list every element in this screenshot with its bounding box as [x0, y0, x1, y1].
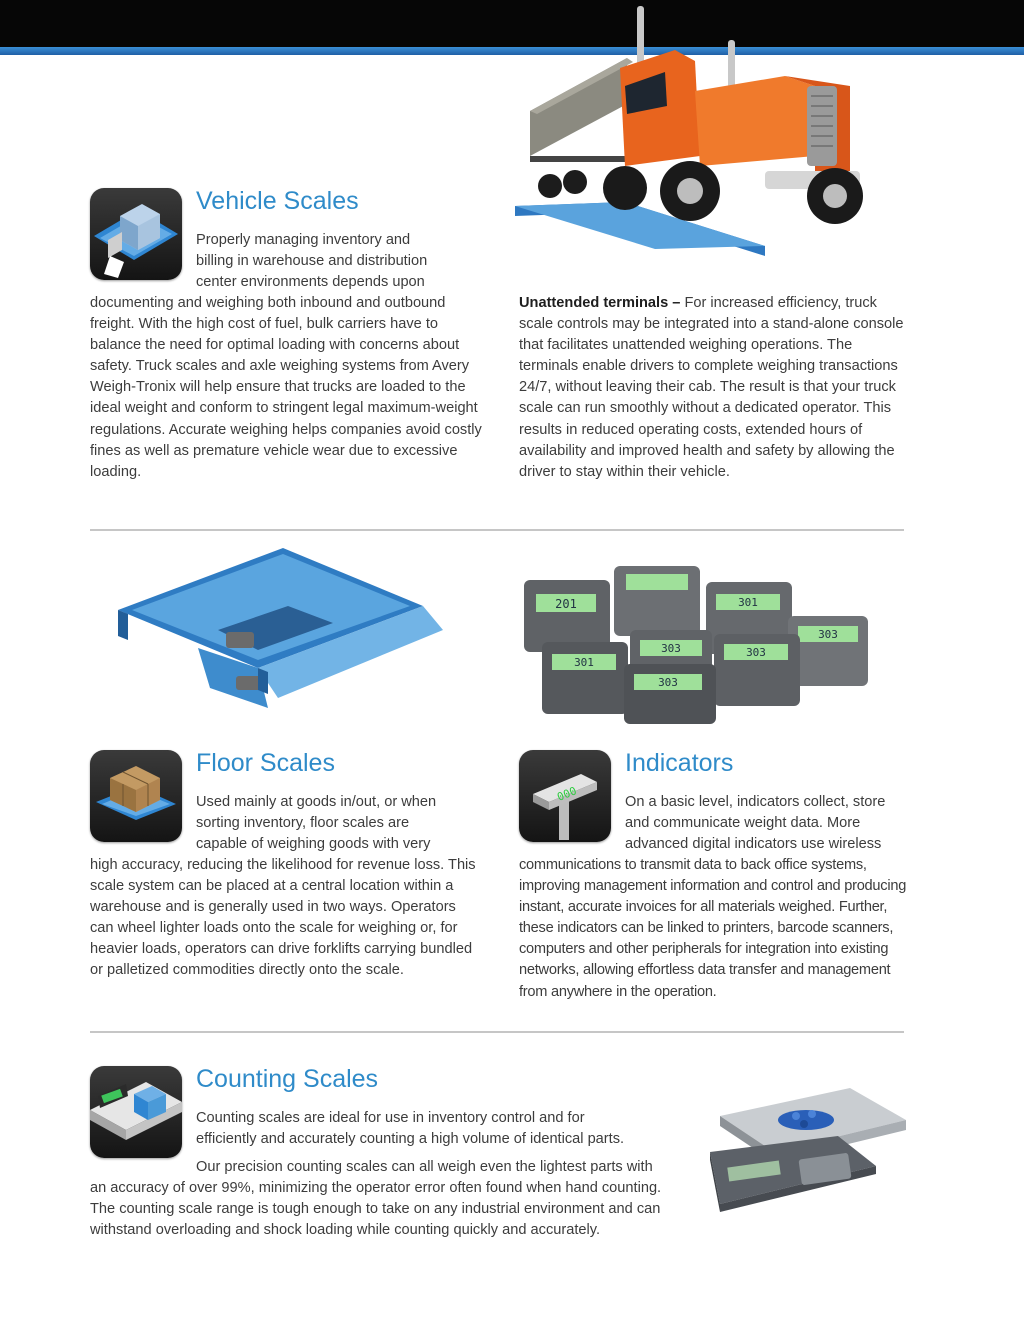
banner-stripe [0, 47, 1024, 55]
section-divider [90, 1031, 904, 1033]
indicators-body: communications to transmit data to back office systems, improving management information and control and producing instant, accurate invoices for all materials weighed. Further, these indicators can be linked to printers, barcode scanners, computers and other peripherals for integration into existing networks, allowing effortless data transfer and management from anywhere in the operation. [519, 857, 907, 1000]
indicators-indent-line: On a basic level, indicators collect, store [625, 794, 886, 810]
counting-scale-illustration [700, 1086, 912, 1214]
indicator-display-readout: 303 [658, 676, 678, 689]
indicator-display-readout: 201 [555, 597, 577, 611]
vehicle-scales-indent [196, 230, 496, 293]
floor-scales-body: high accuracy, reducing the likelihood for revenue loss. This scale system can be placed at a central location within a warehouse and is generally used in two ways. Operators can wheel lighter loads onto the scale for weighing or, for heavier loads, operators can drive forklifts carrying bundled or palletized commodities directly onto the scale. [90, 857, 476, 979]
vehicle-scales-heading: Vehicle Scales [196, 187, 359, 215]
unattended-terminals-body: For increased efficiency, truck scale controls may be integrated into a stand-alone console that facilitates unattended weighing operations. The terminals enable drivers to complete weighing transactions 24/7, without leaving their cab. The result is that your truck scale can run smoothly without a dedicated operator. This results in reduced operating costs, extended hours of availability and improved health and safety by allowing the driver to stay within their vehicle. [519, 295, 904, 480]
vehicle-indent-line: Properly managing inventory and [196, 232, 411, 248]
counting-para1-line: Counting scales are ideal for use in inventory control and for [196, 1110, 585, 1126]
vehicle-scale-icon [90, 188, 182, 280]
indicator-display-readout: 303 [746, 646, 766, 659]
section-divider [90, 529, 904, 531]
vehicle-indent-line: center environments depends upon [196, 274, 425, 291]
indicators-indent-line: advanced digital indicators use wireless [625, 836, 882, 853]
vehicle-indent-line: billing in warehouse and distribution [196, 253, 428, 270]
indicator-display-readout: 301 [574, 656, 594, 669]
floor-scales-indent [196, 792, 496, 855]
floor-scale-illustration [118, 548, 448, 723]
indicator-display-readout: 303 [818, 628, 838, 641]
floor-scales-heading: Floor Scales [196, 749, 335, 777]
floor-indent-line: Used mainly at goods in/out, or when [196, 794, 437, 810]
counting-scale-icon [90, 1066, 182, 1158]
indicator-icon [519, 750, 611, 842]
counting-para1-line: efficiently and accurately counting a high volume of identical parts. [196, 1131, 625, 1148]
indicator-display-readout: 303 [661, 642, 681, 655]
counting-scales-para2-indent: Our precision counting scales can all weigh even the lightest parts with [196, 1159, 653, 1175]
floor-indent-line: capable of weighing goods with very [196, 836, 431, 853]
indicators-indent [625, 792, 925, 855]
counting-scales-heading: Counting Scales [196, 1065, 379, 1093]
indicator-display-readout: 301 [738, 596, 758, 609]
floor-indent-line: sorting inventory, floor scales are [196, 815, 410, 832]
vehicle-scales-body: documenting and weighing both inbound and outbound freight. With the high cost of fuel, bulk carriers have to balance the need for optimal loading with concerns about safety. Truck scales and axle weighing systems from Avery Weigh-Tronix will help ensure that trucks are loaded to the ideal weight and conform to stringent legal maximum-weight regulations. Accurate weighing helps companies avoid costly fines as well as premature vehicle wear due to excessive loading. [90, 295, 482, 480]
indicator-icon-readout: 000 [555, 784, 579, 804]
indicators-indent-line: and communicate weight data. More [625, 815, 861, 832]
top-banner [0, 0, 1024, 55]
counting-scales-para2-body: an accuracy of over 99%, minimizing the operator error often found when hand counting. The counting scale range is tough enough to take on any industrial environment and can withstand overloading and shock loading while counting quickly and accurately. [90, 1180, 662, 1239]
truck-scale-illustration [515, 6, 865, 256]
unattended-terminals-paragraph [519, 293, 907, 483]
floor-scale-icon [90, 750, 182, 842]
indicators-illustration [518, 560, 878, 730]
unattended-terminals-lead: Unattended terminals – [519, 295, 681, 311]
indicators-heading: Indicators [625, 749, 734, 777]
counting-scales-para1 [196, 1108, 696, 1150]
